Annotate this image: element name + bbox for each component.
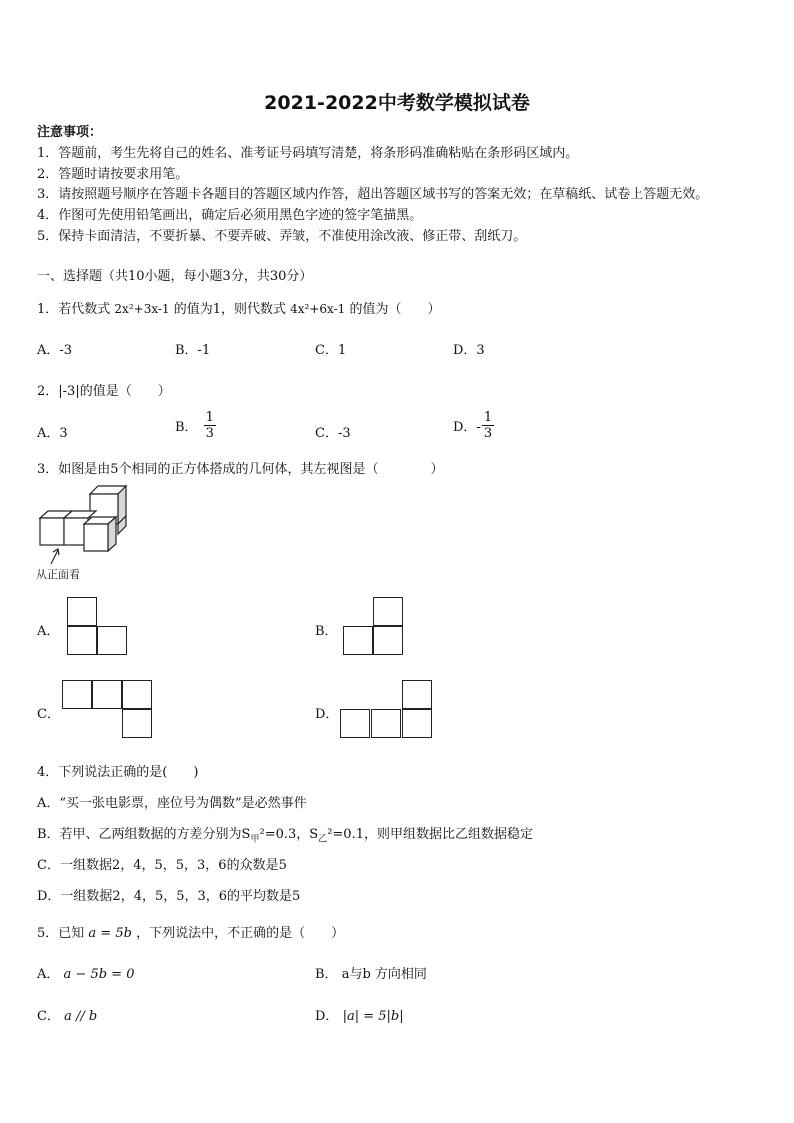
q5-option-a [37,963,134,982]
q1-stem-c: 的值为（ ） [349,302,441,317]
q2-b-denominator: 3 [205,426,214,441]
q5-c-label: C． [37,1009,60,1024]
q5-d-label: D． [315,1009,339,1024]
q2-b-numerator: 1 [205,410,214,425]
q4-option-c: C．一组数据2，4，5，5，3，6的众数是5 [37,858,287,873]
q2-option-c: C．-3 [315,426,351,441]
q2-b-label: B． [175,420,198,435]
q1-option-c: C．1 [315,343,347,358]
q2-option-a: A．3 [37,426,68,441]
question-1-stem [37,298,440,317]
q3-option-a-view [67,597,131,659]
q5-a-label: A． [37,967,60,982]
q1-expr2: 4x²+6x-1 [290,302,346,316]
q2-option-d [453,410,494,441]
q3-option-b-label: B． [315,624,338,639]
question-4-stem: 4．下列说法正确的是( ) [37,765,199,780]
q1-stem-b: 的值为1，则代数式 [173,302,286,317]
q3-option-b-view [343,597,407,659]
notice-item-2: 2．答题时请按要求用笔。 [37,167,189,182]
q5-option-d [315,1005,404,1024]
q4-b-mid: ²=0.3，S [259,827,319,842]
q3-option-d-label: D． [315,707,339,722]
q4-b-pre: B．若甲、乙两组数据的方差分别为S [37,827,251,842]
q5-a-expr: a − 5b = 0 [63,967,135,982]
q5-b-expr: a与b 方向相同 [341,967,427,982]
notice-item-1: 1．答题前，考生先将自己的姓名、准考证号码填写清楚，将条形码准确粘贴在条形码区域内。 [37,146,579,161]
notice-item-5: 5．保持卡面清洁，不要折暴、不要弄破、弄皱，不准使用涂改液、修正带、刮纸刀。 [37,229,527,244]
question-3-stem: 3．如图是由5个相同的正方体搭成的几何体，其左视图是（ ） [37,462,444,477]
notice-heading: 注意事项： [37,125,103,140]
q4-option-b [37,823,533,845]
q5-c-expr: a // b [64,1009,98,1024]
q5-stem-expr: a = 5b [88,926,132,941]
q1-option-a: A．-3 [37,343,73,358]
question-2-stem: 2．|-3|的值是（ ） [37,384,171,399]
q2-option-b [175,410,216,441]
q4-b-sub-yi: 乙 [318,834,328,845]
q3-option-c-label: C． [37,707,60,722]
q5-stem-pre: 5．已知 [37,926,85,941]
notice-item-4: 4．作图可先使用铅笔画出，确定后必须用黑色字迹的签字笔描黑。 [37,208,423,223]
q4-option-a: A．“买一张电影票，座位号为偶数”是必然事件 [37,796,307,811]
q5-b-label: B． [315,967,338,982]
q5-stem-post: ，下列说法中，不正确的是（ ） [136,926,345,941]
q5-d-expr: |a| = 5|b| [342,1009,404,1024]
q3-option-a-label: A． [37,624,60,639]
q1-option-b: B．-1 [175,343,211,358]
q1-option-d: D．3 [453,343,485,358]
q1-stem-a: 1．若代数式 [37,302,111,317]
q2-d-fraction [482,410,494,441]
q3-option-d-view [340,680,436,742]
q2-d-denominator: 3 [483,426,493,441]
q2-d-label: D．- [453,420,481,435]
q4-b-sub-jia: 甲 [250,834,260,845]
q2-d-numerator: 1 [483,410,493,425]
q2-b-fraction [204,410,216,441]
question-5-stem [37,922,344,941]
notice-item-3: 3．请按照题号顺序在答题卡各题目的答题区域内作答，超出答题区域书写的答案无效；在草稿纸、试卷上答题无效。 [37,187,709,202]
q3-option-c-view [62,680,158,742]
q5-option-b [315,963,427,982]
q1-expr1: 2x²+3x-1 [114,302,170,316]
q5-option-c [37,1005,97,1024]
q4-b-post: ²=0.1，则甲组数据比乙组数据稳定 [327,827,533,842]
figure-caption: 从正面看 [36,568,80,581]
section-heading: 一、选择题（共10小题，每小题3分，共30分） [37,269,313,284]
q4-option-d: D．一组数据2，4，5，5，3，6的平均数是5 [37,889,301,904]
page-title: 2021-2022中考数学模拟试卷 [264,92,530,114]
